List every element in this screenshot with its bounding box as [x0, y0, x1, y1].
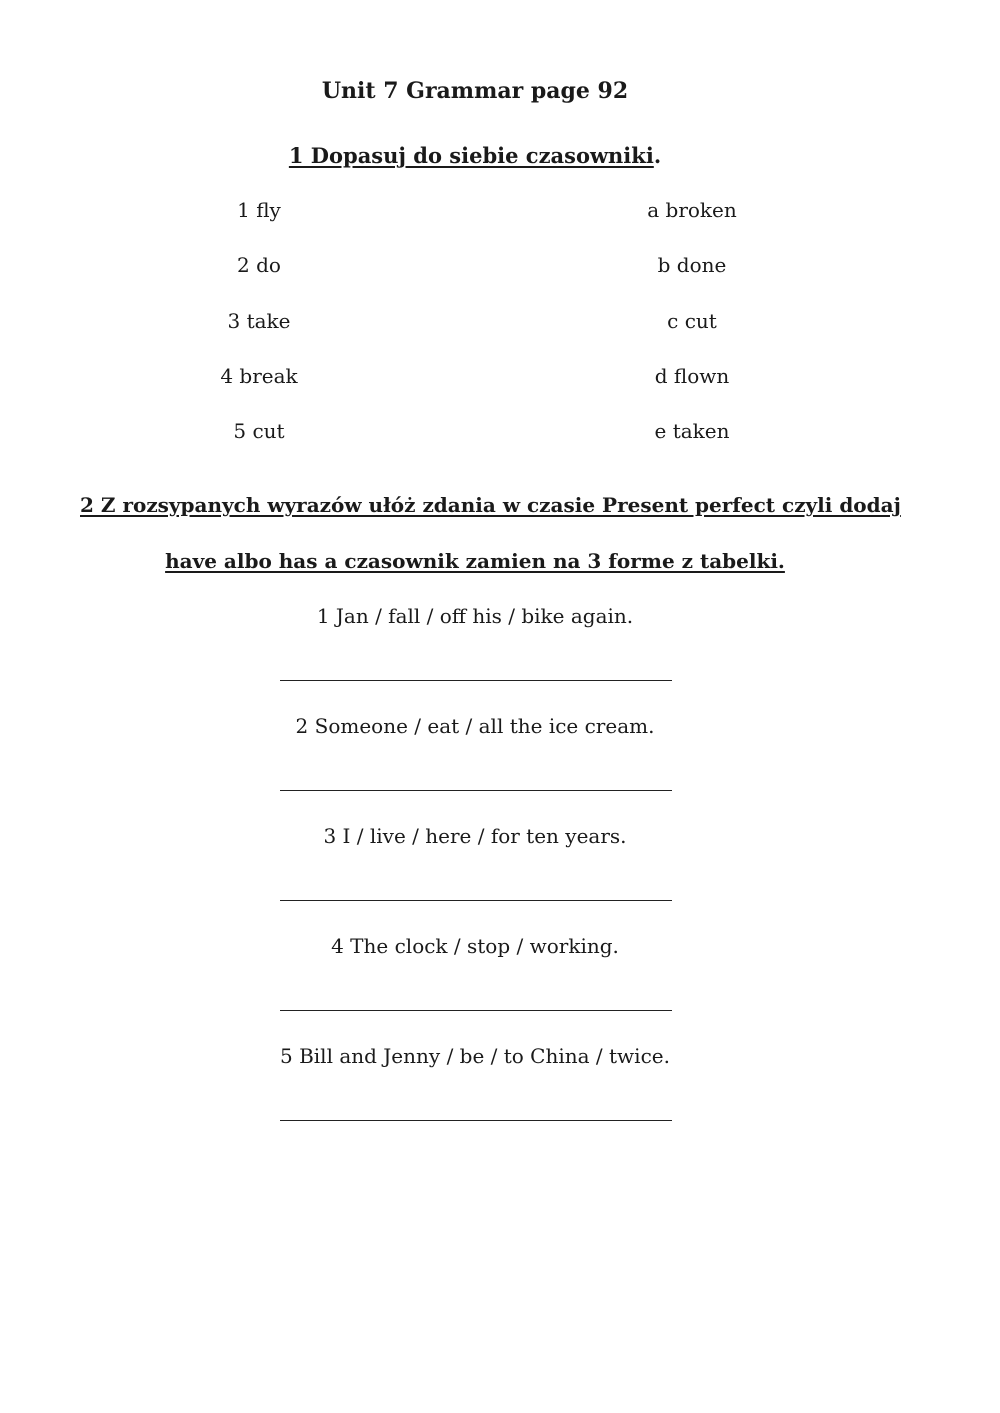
participle-item: b done	[657, 253, 727, 277]
answer-line[interactable]	[280, 680, 672, 681]
exercise-2-heading-line-1-text: 2 Z rozsypanych wyrazów ułóż zdania w czasie Present perfect czyli dodaj	[80, 493, 901, 517]
exercise-2-heading-line-2-text: have albo has a czasownik zamien na 3 forme z tabelki.	[165, 549, 785, 573]
sentence-prompt: 3 I / live / here / for ten years.	[323, 824, 627, 848]
answer-line[interactable]	[280, 900, 672, 901]
participle-item: c cut	[667, 309, 717, 333]
participle-item: a broken	[647, 198, 737, 222]
answer-line[interactable]	[280, 1010, 672, 1011]
page-title: Unit 7 Grammar page 92	[321, 78, 629, 104]
exercise-2-heading-line-1	[80, 493, 901, 517]
sentence-prompt: 5 Bill and Jenny / be / to China / twice.	[280, 1044, 670, 1068]
sentence-prompt: 1 Jan / fall / off his / bike again.	[316, 604, 634, 628]
exercise-1-heading-punct: .	[653, 143, 662, 168]
participle-item: e taken	[654, 419, 730, 443]
participle-item: d flown	[654, 364, 730, 388]
verb-item: 5 cut	[233, 419, 285, 443]
verb-item: 1 fly	[237, 198, 281, 222]
verb-item: 4 break	[220, 364, 298, 388]
verb-item: 2 do	[237, 253, 281, 277]
answer-line[interactable]	[280, 1120, 672, 1121]
exercise-2-heading-line-2	[0, 551, 950, 571]
verb-item: 3 take	[227, 309, 291, 333]
sentence-prompt: 4 The clock / stop / working.	[331, 934, 619, 958]
answer-line[interactable]	[280, 790, 672, 791]
sentence-prompt: 2 Someone / eat / all the ice cream.	[295, 714, 655, 738]
exercise-1-heading	[0, 145, 950, 166]
exercise-1-heading-text: 1 Dopasuj do siebie czasowniki	[288, 143, 654, 168]
